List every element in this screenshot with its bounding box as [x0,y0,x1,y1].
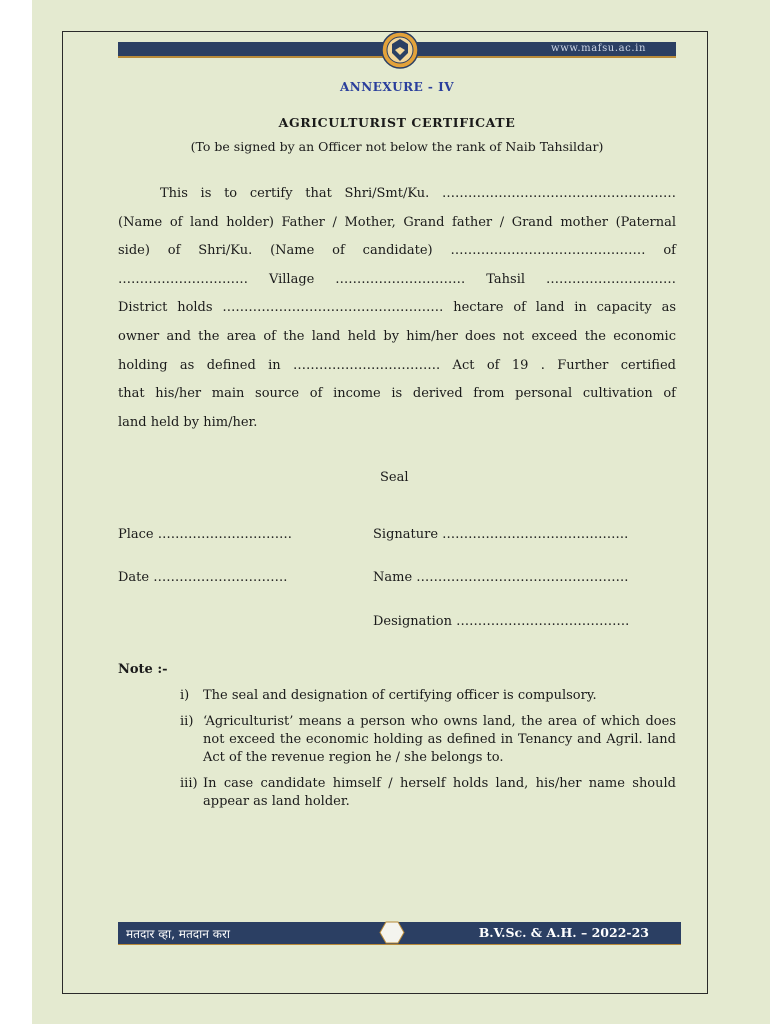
university-emblem-icon [381,31,419,69]
place-field: Place …………………………. [118,527,292,542]
notes-list [180,687,676,819]
note-number: ii) [180,714,194,729]
note-item [180,713,676,767]
name-field: Name …………………………………………. [373,570,629,585]
note-number: iii) [180,776,198,791]
body-line: that his/her main source of income is derived from personal cultivation of [118,386,676,402]
note-item [180,775,676,811]
body-line: District holds …………………………………………… hectare of land in capacity as [118,300,676,316]
footer-bar [118,922,681,945]
seal-label: Seal [380,470,409,485]
note-text: ‘Agriculturist’ means a person who owns land, the area of which does not exceed the economic holding as defined in Tenancy and Agril. land Act of the revenue region he / she belongs to. [203,714,676,765]
certificate-title: AGRICULTURIST CERTIFICATE [278,115,516,130]
body-line: (Name of land holder) Father / Mother, Grand father / Grand mother (Paternal [118,214,676,230]
designation-field: Designation …………………………………. [373,614,630,629]
note-item [180,687,676,705]
note-number: i) [180,688,190,703]
note-text: In case candidate himself / herself holds land, his/her name should appear as land holder. [203,776,676,809]
body-line: land held by him/her. [118,414,258,430]
body-line: side) of Shri/Ku. (Name of candidate) ……………………………………… of [118,243,676,259]
note-text: The seal and designation of certifying officer is compulsory. [203,688,597,703]
body-line: ………………………… Village ………………………… Tahsil ………………………… [118,271,676,287]
note-heading: Note :- [118,662,168,677]
date-field: Date …………………………. [118,570,288,585]
page-border [62,31,708,994]
body-line: owner and the area of the land held by him/her does not exceed the economic [118,328,676,344]
website-url[interactable]: www.mafsu.ac.in [551,43,646,54]
annexure-label: ANNEXURE - IV [339,80,455,94]
footer-slogan: मतदार व्हा, मतदान करा [126,927,230,941]
certificate-subtitle: (To be signed by an Officer not below the rank of Naib Tahsildar) [190,139,604,154]
body-line: This is to certify that Shri/Smt/Ku. ……………………………………………… [160,186,676,201]
diamond-ornament-icon [372,921,412,944]
certificate-body [118,180,676,437]
footer-course-year: B.V.Sc. & A.H. – 2022-23 [478,925,649,940]
signature-field: Signature ……………………………………. [373,527,629,542]
body-line: holding as defined in ……………………………. Act of 19 . Further certified [118,357,676,373]
